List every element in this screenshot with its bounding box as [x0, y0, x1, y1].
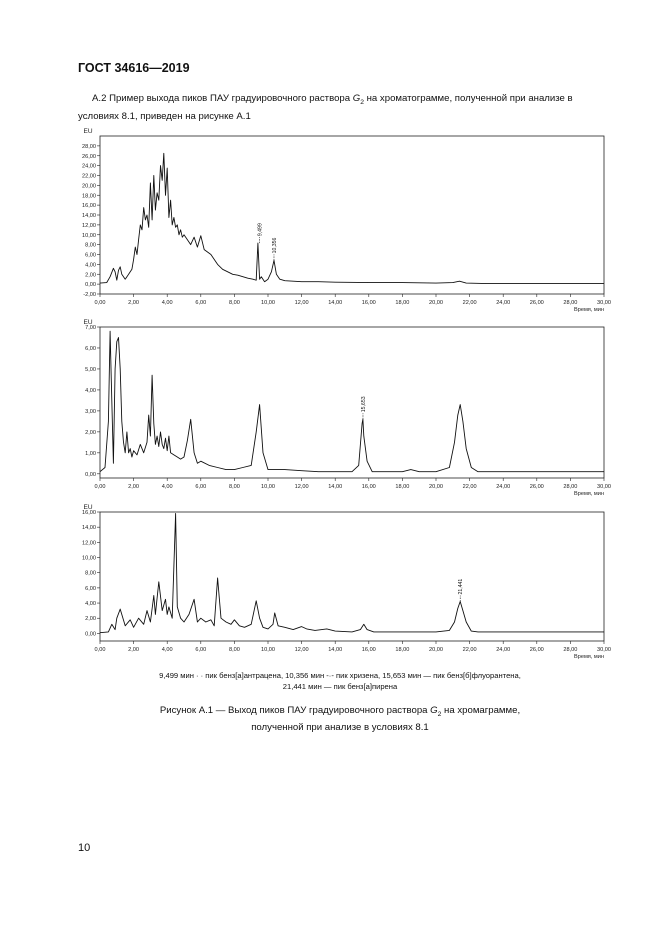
x-tick-label: 10,00: [261, 647, 275, 653]
x-tick-label: 24,00: [496, 484, 511, 490]
y-tick-label: 16,00: [82, 203, 96, 210]
g-symbol: G: [352, 93, 361, 104]
x-tick-label: 30,00: [597, 300, 611, 306]
x-tick-label: 20,00: [429, 300, 443, 306]
x-tick-label: 12,00: [294, 300, 309, 306]
y-tick-label: 7,00: [85, 325, 96, 331]
x-tick-label: 10,00: [261, 300, 275, 306]
x-tick-label: 2,00: [128, 300, 140, 306]
x-tick-label: 24,00: [496, 300, 511, 306]
y-tick-label: 0,00: [85, 631, 96, 638]
chromatogram-trace: [100, 153, 604, 283]
y-tick-label: 20,00: [82, 183, 96, 190]
document-header: ГОСТ 34616—2019: [78, 61, 190, 75]
x-tick-label: 30,00: [597, 484, 611, 490]
y-tick-label: 14,00: [82, 525, 96, 532]
x-axis-label: Время, мин: [574, 491, 604, 497]
y-tick-label: -2,00: [83, 292, 96, 298]
x-tick-label: 16,00: [361, 484, 376, 490]
y-axis-label: EU: [83, 504, 93, 511]
g-subscript: 2: [360, 98, 364, 106]
y-axis-label: EU: [83, 319, 93, 326]
chromatogram-trace: [100, 331, 604, 472]
plot-frame: [100, 136, 604, 294]
x-tick-label: 18,00: [395, 484, 410, 490]
x-tick-label: 14,00: [328, 300, 343, 306]
caption-text-start: Рисунок А.1 — Выход пиков ПАУ градуировочного раствора: [159, 705, 431, 716]
y-tick-label: 2,00: [85, 429, 96, 436]
x-tick-label: 22,00: [462, 647, 477, 653]
y-tick-label: 26,00: [82, 153, 96, 160]
x-tick-label: 16,00: [361, 300, 376, 306]
legend-line-1: 9,499 мин · · пик бенз[а]антрацена, 10,356 мин -·- пик хризена, 15,653 мин — пик бенз[б]флуорантена,: [159, 671, 521, 680]
figure-caption: [90, 704, 590, 734]
x-tick-label: 26,00: [529, 300, 544, 306]
x-tick-label: 26,00: [529, 484, 544, 490]
x-tick-label: 14,00: [328, 647, 343, 653]
x-tick-label: 30,00: [597, 647, 611, 653]
x-tick-label: 16,00: [361, 647, 376, 653]
x-tick-label: 26,00: [529, 647, 544, 653]
x-tick-label: 18,00: [395, 300, 410, 306]
y-tick-label: 10,00: [82, 232, 96, 239]
y-tick-label: 18,00: [82, 193, 96, 200]
x-tick-label: 2,00: [128, 647, 140, 653]
caption-text-end: на хромаграмме,: [441, 705, 521, 716]
y-tick-label: 16,00: [82, 510, 96, 516]
y-tick-label: 24,00: [82, 163, 96, 170]
x-tick-label: 28,00: [563, 300, 578, 306]
y-tick-label: 14,00: [82, 213, 96, 219]
x-tick-label: 22,00: [462, 300, 477, 306]
x-tick-label: 0,00: [94, 484, 106, 490]
y-tick-label: 6,00: [85, 252, 96, 259]
chromatogram-3: [70, 500, 630, 663]
intro-line-2: условиях 8.1, приведен на рисунке А.1: [78, 110, 251, 122]
x-tick-label: 4,00: [161, 484, 173, 490]
x-tick-label: 24,00: [496, 647, 511, 653]
y-tick-label: 28,00: [82, 143, 96, 150]
page-number: 10: [78, 842, 91, 854]
y-tick-label: 2,00: [85, 272, 96, 279]
x-tick-label: 0,00: [94, 300, 106, 306]
x-tick-label: 8,00: [228, 300, 240, 306]
y-tick-label: 2,00: [85, 616, 96, 623]
x-tick-label: 20,00: [429, 484, 443, 490]
peak-label: 9,499: [257, 223, 264, 237]
chromatogram-1: [70, 124, 630, 316]
caption-line-2: полученной при анализе в условиях 8.1: [251, 721, 429, 733]
x-axis-label: Время, мин: [574, 307, 604, 313]
intro-text-end: на хроматограмме, полученной при анализе в: [363, 93, 573, 104]
x-tick-label: 6,00: [195, 300, 207, 306]
y-tick-label: 3,00: [85, 408, 96, 415]
x-tick-label: 18,00: [395, 647, 410, 653]
x-tick-label: 14,00: [328, 484, 343, 490]
x-tick-label: 28,00: [563, 647, 578, 653]
chromatogram-2: [70, 315, 630, 500]
x-tick-label: 12,00: [294, 647, 309, 653]
x-tick-label: 20,00: [429, 647, 443, 653]
x-tick-label: 12,00: [294, 484, 309, 490]
x-tick-label: 0,00: [94, 647, 106, 653]
x-tick-label: 8,00: [228, 484, 240, 490]
peak-label: 15,653: [360, 396, 367, 413]
legend-line-2: 21,441 мин — пик бенз[а]пирена: [282, 682, 398, 691]
y-tick-label: 8,00: [85, 570, 96, 577]
y-tick-label: 1,00: [85, 450, 96, 457]
y-tick-label: 4,00: [85, 601, 96, 608]
x-tick-label: 6,00: [195, 484, 207, 490]
x-tick-label: 8,00: [228, 647, 240, 653]
figure-legend: [90, 670, 590, 692]
x-tick-label: 4,00: [161, 647, 173, 653]
intro-paragraph: [78, 92, 618, 124]
y-axis-label: EU: [83, 128, 93, 135]
caption-g-symbol: G: [430, 705, 438, 716]
x-tick-label: 10,00: [261, 484, 275, 490]
y-tick-label: 6,00: [85, 585, 96, 592]
y-tick-label: 4,00: [85, 387, 96, 394]
plot-frame: [100, 327, 604, 478]
x-axis-label: Время, мин: [574, 654, 604, 660]
x-tick-label: 6,00: [195, 647, 207, 653]
y-tick-label: 6,00: [85, 345, 96, 352]
y-tick-label: 4,00: [85, 262, 96, 269]
chromatogram-2-plot: [70, 315, 630, 500]
y-tick-label: 12,00: [82, 222, 96, 229]
peak-label: 21,441: [458, 578, 465, 595]
chromatogram-3-plot: [70, 500, 630, 663]
intro-text-start: А.2 Пример выхода пиков ПАУ градуировочного раствора: [92, 93, 353, 104]
y-tick-label: 0,00: [85, 282, 96, 289]
x-tick-label: 2,00: [128, 484, 140, 490]
y-tick-label: 5,00: [85, 366, 96, 373]
chromatogram-1-plot: [70, 124, 630, 316]
y-tick-label: 8,00: [85, 242, 96, 249]
y-tick-label: 10,00: [82, 555, 96, 562]
x-tick-label: 28,00: [563, 484, 578, 490]
chromatogram-trace: [100, 514, 604, 633]
y-tick-label: 12,00: [82, 540, 96, 547]
x-tick-label: 4,00: [161, 300, 173, 306]
caption-g-subscript: 2: [437, 710, 442, 718]
y-tick-label: 0,00: [85, 471, 96, 478]
peak-label: 10,356: [271, 237, 278, 254]
x-tick-label: 22,00: [462, 484, 477, 490]
y-tick-label: 22,00: [82, 173, 96, 180]
